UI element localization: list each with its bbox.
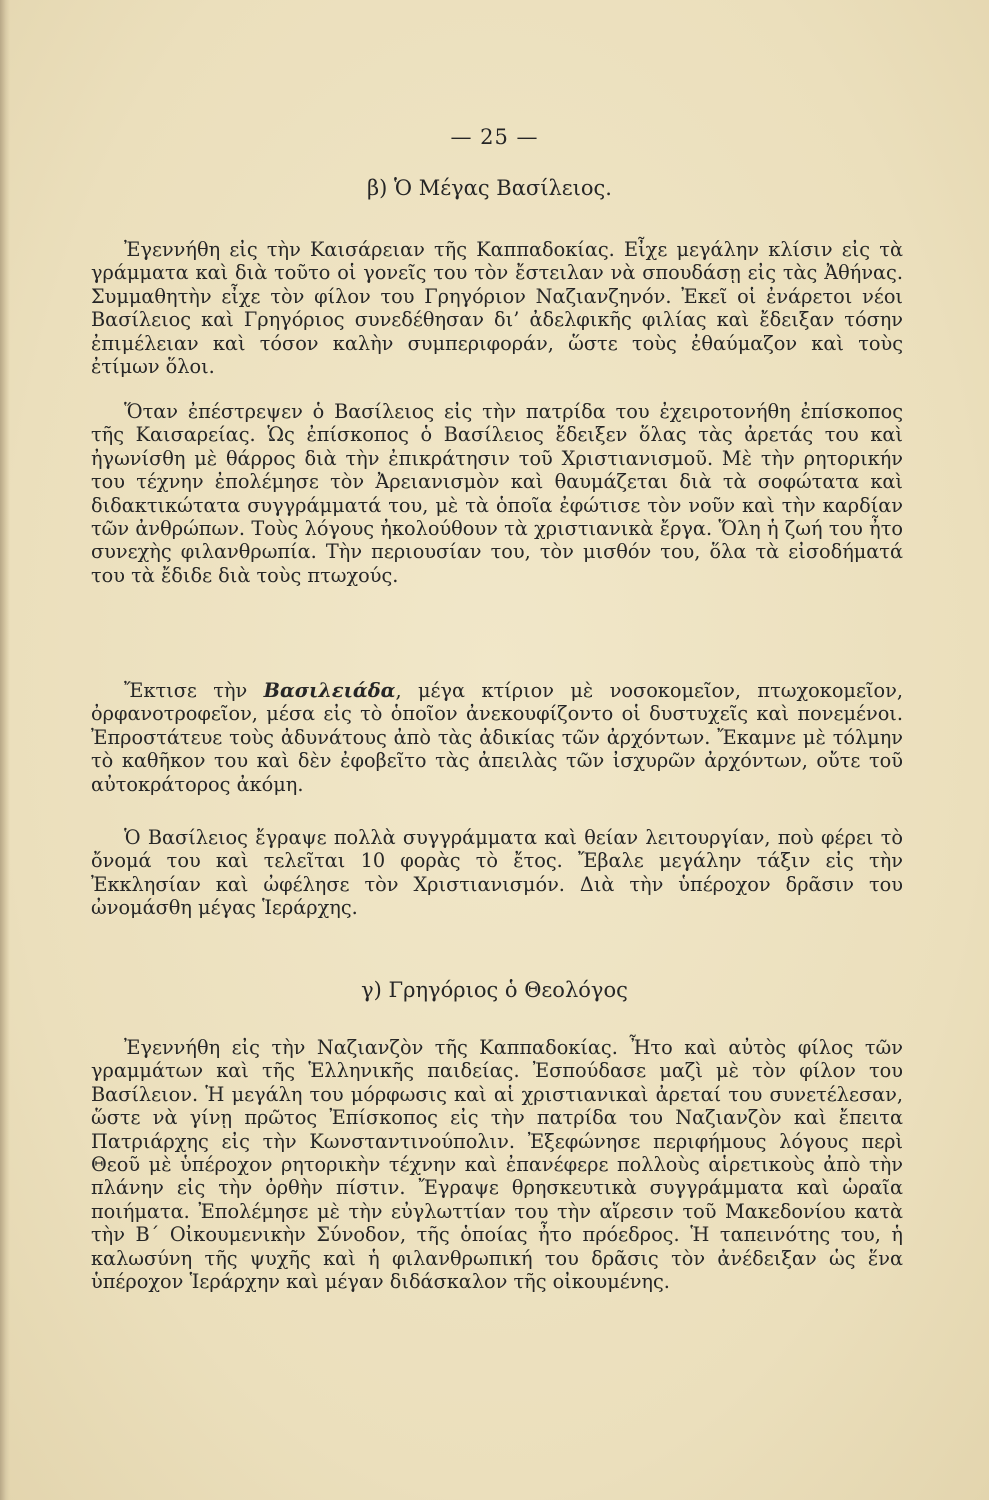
paragraph-basil-basiliad-rest: , μέγα κτίριον μὲ νοσοκομεῖον, πτωχοκομεῖον, ὀρφανοτροφεῖον, μέσα εἰς τὸ ὁποῖον ἀνεκουφίζοντο οἱ δυστυχεῖς καὶ πονεμένοι. Ἐπροστάτευε τοὺς ἀδυνάτους ἀπὸ τὰς ἀδικίας τῶν ἀρχόντων. Ἔκαμνε μὲ τόλμην τὸ καθῆκον του καὶ δὲν ἐφοβεῖτο τὰς ἀπειλὰς τῶν ἰσχυρῶν ἀρχόντων, οὔτε τοῦ αὐτοκράτορος ἀκόμη. (91, 679, 903, 796)
basiliad-emphasis: Βασιλειάδα (263, 679, 396, 702)
section-heading-gregory: γ) Γρηγόριος ὁ Θεολόγος (361, 978, 628, 1002)
paragraph-basil-basiliad (91, 679, 903, 796)
paragraph-basil-writings: Ὁ Βασίλειος ἔγραψε πολλὰ συγγράμματα καὶ θείαν λειτουργίαν, ποὺ φέρει τὸ ὄνομά του καὶ τελεῖται 10 φορὰς τὸ ἔτος. Ἔβαλε μεγάλην τάξιν εἰς τὴν Ἐκκλησίαν καὶ ὠφέλησε τὸν Χριστιανισμόν. Διὰ τὴν ὑπέροχον δρᾶσιν του ὠνομάσθη μέγας Ἱεράρχης. (91, 826, 903, 920)
paragraph-basil-basiliad-start: Ἔκτισε τὴν (124, 679, 248, 702)
paragraph-basil-birth: Ἐγεννήθη εἰς τὴν Καισάρειαν τῆς Καππαδοκίας. Εἶχε μεγάλην κλίσιν εἰς τὰ γράμματα καὶ διὰ τοῦτο οἱ γονεῖς του τὸν ἔστειλαν νὰ σπουδάσῃ εἰς τὰς Ἀθήνας. Συμμαθητὴν εἶχε τὸν φίλον του Γρηγόριον Ναζιανζηνόν. Ἐκεῖ οἱ ἐνάρετοι νέοι Βασίλειος καὶ Γρηγόριος συνεδέθησαν δι’ ἀδελφικῆς φιλίας καὶ ἔδειξαν τόσην ἐπιμέλειαν καὶ τόσον καλὴν συμπεριφοράν, ὥστε τοὺς ἐθαύμαζον καὶ τοὺς ἐτίμων ὅλοι. (91, 238, 903, 379)
paragraph-basil-bishop: Ὅταν ἐπέστρεψεν ὁ Βασίλειος εἰς τὴν πατρίδα του ἐχειροτονήθη ἐπίσκοπος τῆς Καισαρείας. Ὡς ἐπίσκοπος ὁ Βασίλειος ἔδειξεν ὅλας τὰς ἀρετάς του καὶ ἠγωνίσθη μὲ θάρρος διὰ τὴν ἐπικράτησιν τοῦ Χριστιανισμοῦ. Μὲ τὴν ρητορικήν του τέχνην ἐπολέμησε τὸν Ἀρειανισμὸν καὶ θαυμάζεται διὰ τὰ σοφώτατα καὶ διδακτικώτατα συγγράμματά του, μὲ τὰ ὁποῖα ἐφώτισε τὸν νοῦν καὶ τὴν καρδίαν τῶν ἀνθρώπων. Τοὺς λόγους ἠκολούθουν τὰ χριστιανικὰ ἔργα. Ὅλη ἡ ζωή του ἦτο συνεχὴς φιλανθρωπία. Τὴν περιουσίαν του, τὸν μισθόν του, ὅλα τὰ εἰσοδήματά του τὰ ἔδιδε διὰ τοὺς πτωχούς. (91, 400, 903, 587)
page-binding-edge (0, 0, 10, 1500)
section-heading-basil: β) Ὁ Μέγας Βασίλειος. (367, 176, 612, 200)
page-number: — 25 — (450, 125, 539, 149)
paragraph-gregory: Ἐγεννήθη εἰς τὴν Ναζιανζὸν τῆς Καππαδοκίας. Ἦτο καὶ αὐτὸς φίλος τῶν γραμμάτων καὶ τῆς Ἑλληνικῆς παιδείας. Ἐσπούδασε μαζὶ μὲ τὸν φίλον του Βασίλειον. Ἡ μεγάλη του μόρφωσις καὶ αἱ χριστιανικαὶ ἀρεταί του συνετέλεσαν, ὥστε νὰ γίνῃ πρῶτος Ἐπίσκοπος εἰς τὴν πατρίδα του Ναζιανζὸν καὶ ἔπειτα Πατριάρχης εἰς τὴν Κωνσταντινούπολιν. Ἐξεφώνησε περιφήμους λόγους περὶ Θεοῦ μὲ ὑπέροχον ρητορικὴν τέχνην καὶ ἐπανέφερε πολλοὺς αἱρετικοὺς ἀπὸ τὴν πλάνην εἰς τὴν ὀρθὴν πίστιν. Ἔγραψε θρησκευτικὰ συγγράμματα καὶ ὡραῖα ποιήματα. Ἐπολέμησε μὲ τὴν εὐγλωττίαν του τὴν αἵρεσιν τοῦ Μακεδονίου κατὰ τὴν Β΄ Οἰκουμενικὴν Σύνοδον, τῆς ὁποίας ἦτο πρόεδρος. Ἡ ταπεινότης του, ἡ καλωσύνη τῆς ψυχῆς καὶ ἡ φιλανθρωπική του δρᾶσις τὸν ἀνέδειξαν ὡς ἕνα ὑπέροχον Ἱεράρχην καὶ μέγαν διδάσκαλον τῆς οἰκουμένης. (91, 1036, 903, 1294)
